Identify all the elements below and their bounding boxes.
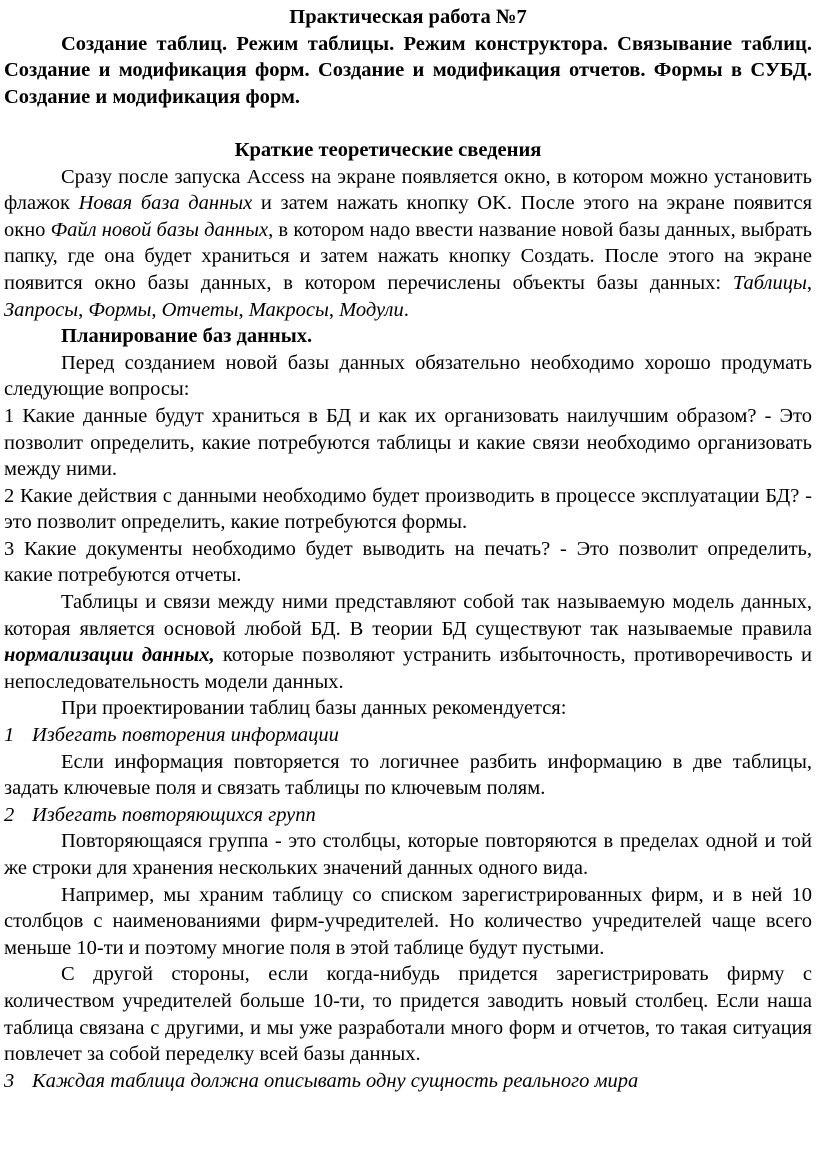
- rule-text: Избегать повторения информации: [32, 724, 339, 747]
- rule-item-2: [4, 802, 812, 829]
- italic-term-new-db-file: Файл новой базы данных: [50, 218, 269, 241]
- rule-number: 3: [4, 1069, 15, 1092]
- rule-number: 2: [4, 803, 15, 826]
- paragraph-planning-intro: Перед созданием новой базы данных обязательно необходимо хорошо продумать следующие вопросы:: [4, 351, 812, 401]
- text-run: и затем нажать кнопку OK. После этого на экране появится окно: [4, 192, 812, 241]
- bold-italic-term-normalization: нормализации данных,: [4, 644, 215, 667]
- rule-number: 1: [4, 724, 15, 747]
- document-title: Практическая работа №7: [289, 6, 527, 28]
- period: .: [403, 298, 409, 321]
- document-subtitle: Создание таблиц. Режим таблицы. Режим конструктора. Связывание таблиц. Создание и модификация форм. Создание и модификация отчетов. Формы в СУБД. Создание и модификация форм.: [4, 32, 812, 108]
- paragraph-access-intro: [4, 164, 812, 324]
- paragraph-data-model: [4, 589, 812, 695]
- paragraph-repeating-group: Повторяющаяся группа - это столбцы, которые повторяются в пределах одной и той же строки для хранения нескольких значений данных одного вида.: [4, 830, 812, 879]
- separator: ,: [78, 298, 89, 321]
- italic-term-macros: Макросы: [248, 298, 329, 321]
- text-run: Сразу после запуска Access на экране появляется окно, в котором можно установить флажок: [4, 165, 812, 215]
- rule-text: Каждая таблица должна описывать одну сущность реального мира: [32, 1069, 639, 1092]
- italic-term-modules: Модули: [339, 298, 404, 321]
- text-run: , в котором надо ввести название новой базы данных, выбрать папку, где она будет храниться и затем нажать кнопку Создать. После этого на экране появится окно базы данных, в котором перечислены объекты базы данных:: [4, 218, 813, 294]
- paragraph-other-side: С другой стороны, если когда-нибудь придется зарегистрировать фирму с количеством учредителей больше 10-ти, то придется заводить новый столбец. Если наша таблица связана с другими, и мы уже разработали много форм и отчетов, то такая ситуация повлечет за собой переделку всей базы данных.: [4, 963, 812, 1066]
- italic-term-queries: Запросы: [4, 298, 79, 321]
- section-heading: Краткие теоретические сведения: [234, 138, 542, 161]
- blank-line: [4, 110, 812, 137]
- separator: ,: [806, 271, 812, 294]
- paragraph-recommendations: При проектировании таблиц базы данных рекомендуется:: [61, 697, 567, 720]
- italic-term-forms: Формы: [88, 298, 152, 321]
- paragraph-example: Например, мы храним таблицу со списком зарегистрированных фирм, и в ней 10 столбцов с наименованиями фирм-учредителей. Но количество учредителей чаще всего меньше 10-ти и поэтому многие поля в этой таблице будут пустыми.: [4, 883, 812, 959]
- rule-text: Избегать повторяющихся групп: [32, 803, 316, 826]
- paragraph-rule-1: Если информация повторяется то логичнее разбить информацию в две таблицы, задать ключевые поля и связать таблицы по ключевым полям.: [4, 750, 812, 800]
- planning-heading: Планирование баз данных.: [61, 325, 313, 348]
- italic-term-tables: Таблицы: [732, 271, 807, 294]
- separator: ,: [151, 298, 162, 321]
- question-item-2: 2 Какие действия с данными необходимо будет производить в процессе эксплуатации БД? - это позволит определить, какие потребуются формы.: [4, 484, 812, 534]
- text-run: Таблицы и связи между ними представляют собой так называемую модель данных, которая является основой любой БД. В теории БД существуют так называемые правила: [4, 591, 812, 640]
- rule-item-3: [4, 1068, 812, 1095]
- separator: ,: [238, 298, 249, 321]
- italic-term-reports: Отчеты: [161, 298, 239, 321]
- question-item-3: 3 Какие документы необходимо будет выводить на печать? - Это позволит определить, какие потребуются отчеты.: [4, 537, 812, 587]
- rule-item-1: [4, 722, 812, 749]
- italic-term-new-db: Новая база данных: [78, 192, 253, 215]
- question-item-1: 1 Какие данные будут храниться в БД и как их организовать наилучшим образом? - Это позволит определить, какие потребуются таблицы и какие связи необходимо организовать между ними.: [4, 404, 812, 481]
- text-run: которые позволяют устранить избыточность, противоречивость и непоследовательность модели данных.: [4, 644, 812, 693]
- separator: ,: [328, 298, 340, 321]
